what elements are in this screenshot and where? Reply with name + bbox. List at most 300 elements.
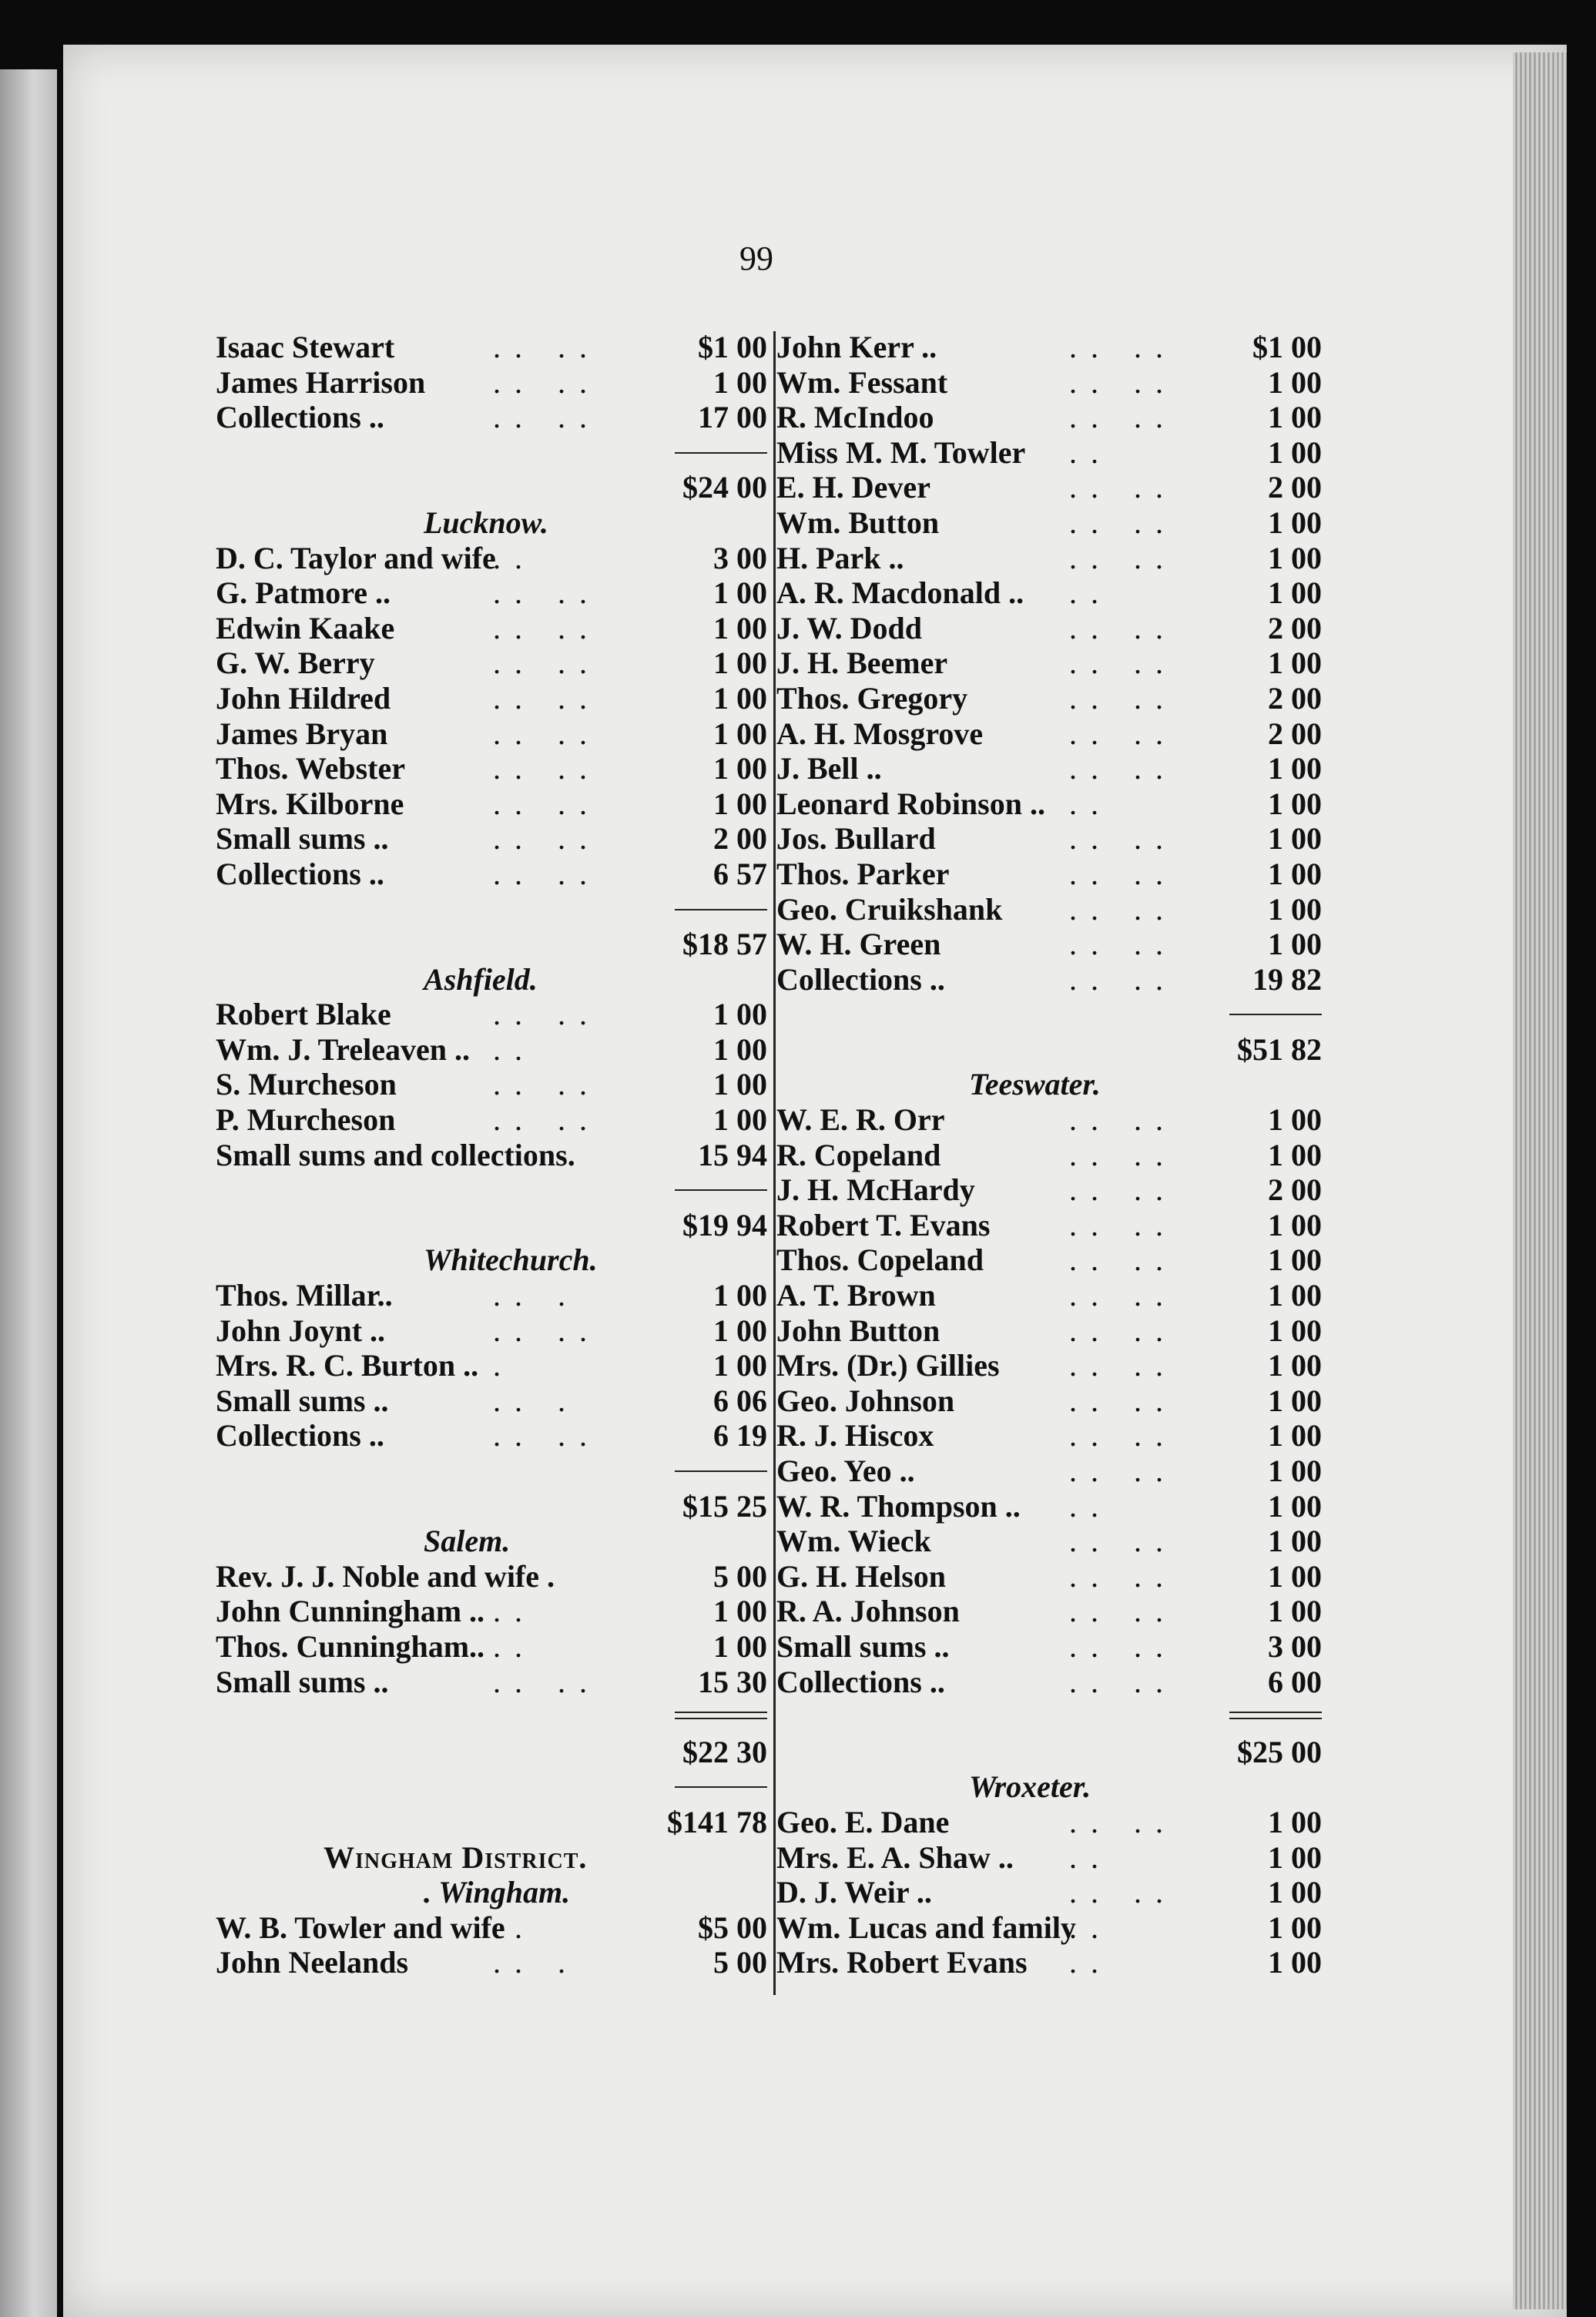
total-amount: $18 57: [682, 927, 767, 962]
amount: 1 00: [713, 1278, 767, 1313]
donor-name: Rev. J. J. Noble and wife .: [216, 1558, 555, 1594]
entry-row: [776, 716, 1325, 752]
heading-text: Wroxeter.: [969, 1769, 1091, 1805]
entry-row: [776, 470, 1325, 505]
leader-dots: ..: [1069, 1945, 1112, 1980]
total-amount: $24 00: [682, 470, 767, 505]
donor-name: Collections ..: [216, 856, 384, 891]
entry-row: [216, 786, 770, 822]
entry-row: [776, 857, 1325, 892]
amount: $5 00: [698, 1910, 767, 1945]
leader-dots: .. ..: [1069, 400, 1177, 435]
donor-name: Robert T. Evans: [776, 1207, 991, 1242]
leader-dots: ..: [493, 1910, 536, 1945]
leader-dots: .. ..: [493, 821, 601, 857]
amount: 2 00: [1268, 680, 1322, 716]
donor-name: Miss M. M. Towler: [776, 434, 1026, 470]
entry-row: [216, 1032, 770, 1068]
donor-name: G. H. Helson: [776, 1558, 947, 1594]
donor-name: R. J. Hiscox: [776, 1418, 934, 1454]
leader-dots: .. ..: [1069, 1207, 1177, 1242]
amount: 1 00: [1268, 1524, 1322, 1559]
entry-row: [776, 400, 1325, 435]
donor-name: J. W. Dodd: [776, 610, 922, 645]
donor-name: R. A. Johnson: [776, 1594, 960, 1629]
entry-row: [776, 892, 1325, 927]
leader-dots: .. ..: [493, 330, 601, 364]
right-column: [776, 330, 1325, 1980]
leader-dots: .. ..: [1069, 716, 1177, 751]
leader-dots: .. ..: [1069, 1524, 1177, 1559]
entry-row: [776, 611, 1325, 646]
donor-name: R. McIndoo: [776, 400, 934, 435]
leader-dots: .. ..: [1069, 927, 1177, 962]
donor-name: J. Bell ..: [776, 751, 882, 786]
leader-dots: .. ..: [1069, 680, 1177, 716]
leader-dots: .. ..: [1069, 1628, 1177, 1664]
entry-row: [776, 1665, 1325, 1700]
entry-row: [776, 330, 1325, 365]
donor-name: Thos. Gregory: [776, 680, 968, 716]
amount: 1 00: [1268, 1910, 1322, 1945]
rule-row: [776, 997, 1325, 1032]
page-stack-edges: [1513, 52, 1567, 2309]
total-rule: [1229, 1014, 1322, 1015]
amount: 1 00: [713, 1594, 767, 1629]
rule-row: [216, 1769, 770, 1805]
donor-name: W. E. R. Orr: [776, 1102, 945, 1138]
amount: 1 00: [1268, 1875, 1322, 1910]
total-rule: [675, 909, 767, 910]
total-rule: [675, 1786, 767, 1788]
donor-name: G. Patmore ..: [216, 575, 391, 611]
amount: 15 94: [698, 1137, 767, 1172]
donor-name: Mrs. Robert Evans: [776, 1945, 1028, 1980]
donor-name: Small sums ..: [216, 1383, 389, 1418]
entry-row: [776, 1559, 1325, 1594]
leader-dots: .. ..: [1069, 1418, 1177, 1454]
donor-name: W. R. Thompson ..: [776, 1488, 1021, 1524]
entry-row: [216, 400, 770, 435]
entry-row: [776, 435, 1325, 471]
total-row: [216, 927, 770, 962]
leader-dots: ..: [1069, 786, 1112, 821]
donor-name: Jos. Bullard: [776, 821, 936, 857]
entry-row: [216, 1910, 770, 1946]
donor-name: Thos. Cunningham..: [216, 1628, 485, 1664]
donor-name: John Kerr ..: [776, 330, 937, 364]
leader-dots: .. ..: [1069, 1242, 1177, 1278]
entry-row: [216, 575, 770, 611]
entry-row: [216, 1665, 770, 1700]
leader-dots: .. ..: [493, 716, 601, 751]
total-row: [216, 1489, 770, 1524]
entry-row: [776, 365, 1325, 401]
amount: 17 00: [698, 400, 767, 435]
leader-dots: .. .: [493, 1383, 579, 1418]
entry-row: [776, 751, 1325, 786]
amount: 1 00: [1268, 1488, 1322, 1524]
amount: 1 00: [713, 1031, 767, 1067]
donor-name: W. H. Green: [776, 927, 941, 962]
leader-dots: ..: [1069, 1839, 1112, 1875]
total-row: [776, 1032, 1325, 1068]
donor-name: Geo. Johnson: [776, 1383, 955, 1418]
donor-name: John Hildred: [216, 680, 391, 716]
amount: 1 00: [1268, 540, 1322, 575]
section-heading: [216, 1524, 770, 1559]
leader-dots: .. ..: [1069, 1664, 1177, 1699]
double-total-rule: [675, 1712, 767, 1713]
amount: 1 00: [713, 1102, 767, 1138]
leader-dots: .. ..: [493, 364, 601, 400]
entry-row: [776, 786, 1325, 822]
leader-dots: .. ..: [1069, 1454, 1177, 1488]
amount: 1 00: [1268, 891, 1322, 927]
rule-row: [216, 1699, 770, 1735]
donor-name: D. J. Weir ..: [776, 1875, 932, 1910]
amount: 1 00: [1268, 1102, 1322, 1138]
entry-row: [216, 1383, 770, 1419]
entry-row: [776, 645, 1325, 681]
entry-row: [776, 1138, 1325, 1173]
heading-text: . Wingham.: [424, 1875, 571, 1910]
leader-dots: .. ..: [493, 786, 601, 821]
amount: 1 00: [1268, 1348, 1322, 1383]
section-heading: [776, 1067, 1325, 1102]
entry-row: [216, 645, 770, 681]
donor-name: Thos. Webster: [216, 751, 405, 786]
entry-row: [776, 1910, 1325, 1946]
entry-row: [776, 1172, 1325, 1208]
amount: 1 00: [713, 716, 767, 751]
donor-name: D. C. Taylor and wife: [216, 540, 496, 575]
donor-name: Collections ..: [216, 1418, 384, 1454]
amount: 1 00: [1268, 1418, 1322, 1454]
entry-row: [776, 575, 1325, 611]
total-row: [216, 1208, 770, 1243]
amount: 1 00: [1268, 434, 1322, 470]
total-amount: $19 94: [682, 1207, 767, 1242]
entry-row: [776, 681, 1325, 716]
entry-row: [216, 1138, 770, 1173]
amount: 1 00: [713, 786, 767, 821]
entry-row: [776, 1629, 1325, 1665]
donor-name: Leonard Robinson ..: [776, 786, 1045, 821]
column-divider: [773, 331, 776, 1995]
entry-row: [216, 681, 770, 716]
leader-dots: .. ..: [1069, 891, 1177, 927]
leader-dots: .. ..: [1069, 1875, 1177, 1910]
amount: 1 00: [1268, 505, 1322, 540]
donor-name: Geo. E. Dane: [776, 1804, 950, 1839]
amount: 1 00: [713, 1348, 767, 1383]
amount: 1 00: [1268, 645, 1322, 681]
donor-name: Mrs. (Dr.) Gillies: [776, 1348, 1000, 1383]
leader-dots: .. ..: [1069, 330, 1177, 364]
heading-text: Whitechurch.: [424, 1242, 598, 1278]
total-amount: $141 78: [667, 1804, 767, 1839]
entry-row: [776, 1208, 1325, 1243]
rule-row: [216, 435, 770, 471]
entry-row: [216, 611, 770, 646]
leader-dots: .. ..: [1069, 470, 1177, 505]
total-row: [776, 1735, 1325, 1770]
donor-name: Small sums ..: [216, 821, 389, 857]
entry-row: [216, 997, 770, 1032]
donor-name: A. T. Brown: [776, 1278, 936, 1313]
amount: 1 00: [1268, 751, 1322, 786]
leader-dots: .. ..: [1069, 856, 1177, 891]
leader-dots: .. ..: [1069, 1137, 1177, 1172]
amount: 1 00: [713, 1313, 767, 1348]
amount: 1 00: [1268, 927, 1322, 962]
entry-row: [776, 1840, 1325, 1876]
amount: 6 00: [1268, 1664, 1322, 1699]
leader-dots: .. ..: [493, 1067, 601, 1102]
donor-name: R. Copeland: [776, 1137, 941, 1172]
amount: 1 00: [713, 1067, 767, 1102]
double-total-rule: [1229, 1712, 1322, 1713]
leader-dots: .. ..: [1069, 1383, 1177, 1418]
donor-name: Isaac Stewart: [216, 330, 395, 364]
leader-dots: .. ..: [1069, 364, 1177, 400]
amount: 1 00: [1268, 1594, 1322, 1629]
entry-row: [216, 541, 770, 576]
donor-name: Wm. Button: [776, 505, 940, 540]
leader-dots: ..: [1069, 434, 1112, 470]
leader-dots: .. ..: [493, 575, 601, 611]
donor-name: John Neelands: [216, 1945, 409, 1980]
amount: 6 19: [713, 1418, 767, 1454]
amount: 1 00: [713, 1628, 767, 1664]
leader-dots: .. ..: [493, 1313, 601, 1348]
amount: 6 57: [713, 856, 767, 891]
amount: 1 00: [1268, 1137, 1322, 1172]
entry-row: [216, 1418, 770, 1454]
leader-dots: .. ..: [493, 1664, 601, 1699]
entry-row: [776, 541, 1325, 576]
entry-row: [216, 1559, 770, 1594]
donor-name: Small sums ..: [216, 1664, 389, 1699]
entry-row: [216, 751, 770, 786]
donor-name: John Cunningham ..: [216, 1594, 485, 1629]
entry-row: [776, 1102, 1325, 1138]
entry-row: [216, 1348, 770, 1383]
donor-name: Mrs. Kilborne: [216, 786, 404, 821]
heading-text: Teeswater.: [969, 1067, 1101, 1102]
donor-name: Geo. Yeo ..: [776, 1454, 915, 1488]
amount: 1 00: [713, 610, 767, 645]
leader-dots: .. ..: [493, 856, 601, 891]
leader-dots: .. ..: [1069, 821, 1177, 857]
donor-name: Collections ..: [776, 1664, 945, 1699]
leader-dots: .. ..: [1069, 1313, 1177, 1348]
amount: 1 00: [1268, 1383, 1322, 1418]
donor-name: S. Murcheson: [216, 1067, 397, 1102]
donor-name: John Button: [776, 1313, 940, 1348]
total-amount: $51 82: [1237, 1031, 1322, 1067]
total-amount: $25 00: [1237, 1734, 1322, 1769]
leader-dots: .. ..: [1069, 610, 1177, 645]
donor-name: Small sums and collections.: [216, 1137, 575, 1172]
amount: 1 00: [1268, 1454, 1322, 1488]
amount: 2 00: [1268, 1172, 1322, 1208]
amount: 1 00: [1268, 786, 1322, 821]
donor-name: Wm. Lucas and family: [776, 1910, 1076, 1945]
total-amount: $22 30: [682, 1734, 767, 1769]
entry-row: [216, 716, 770, 752]
leader-dots: .. ..: [493, 997, 601, 1032]
amount: 5 00: [713, 1945, 767, 1980]
donor-name: J. H. Beemer: [776, 645, 948, 681]
section-heading: [776, 1769, 1325, 1805]
amount: 1 00: [713, 364, 767, 400]
entry-row: [776, 1348, 1325, 1383]
amount: 15 30: [698, 1664, 767, 1699]
donor-name: Small sums ..: [776, 1628, 950, 1664]
leader-dots: .. ..: [1069, 1804, 1177, 1839]
donor-name: Mrs. E. A. Shaw ..: [776, 1839, 1014, 1875]
amount: 19 82: [1252, 961, 1322, 997]
leader-dots: .. ..: [1069, 1278, 1177, 1313]
leader-dots: .. ..: [493, 610, 601, 645]
donor-name: Wm. J. Treleaven ..: [216, 1031, 470, 1067]
entry-row: [216, 1102, 770, 1138]
rule-row: [216, 1172, 770, 1208]
section-heading: [216, 1242, 770, 1278]
donor-name: John Joynt ..: [216, 1313, 386, 1348]
leader-dots: .. ..: [493, 400, 601, 435]
amount: 1 00: [1268, 400, 1322, 435]
amount: 1 00: [713, 645, 767, 681]
amount: $1 00: [698, 330, 767, 364]
entry-row: [216, 821, 770, 857]
heading-text: Ashfield.: [424, 961, 538, 997]
entry-row: [776, 962, 1325, 998]
amount: 1 00: [713, 575, 767, 611]
donor-name: E. H. Dever: [776, 470, 930, 505]
donor-name: Robert Blake: [216, 997, 391, 1032]
total-rule: [675, 1189, 767, 1191]
donor-name: Wm. Wieck: [776, 1524, 931, 1559]
amount: 1 00: [1268, 1804, 1322, 1839]
amount: 1 00: [713, 997, 767, 1032]
leader-dots: .. ..: [1069, 1558, 1177, 1594]
rule-row: [216, 892, 770, 927]
entry-row: [776, 1418, 1325, 1454]
amount: 1 00: [1268, 856, 1322, 891]
donor-name: H. Park ..: [776, 540, 904, 575]
donor-name: W. B. Towler and wife: [216, 1910, 505, 1945]
donor-name: Collections ..: [216, 400, 384, 435]
amount: 1 00: [713, 751, 767, 786]
leader-dots: ..: [493, 540, 536, 575]
entry-row: [216, 1945, 770, 1980]
donor-name: Thos. Millar..: [216, 1278, 393, 1313]
amount: 1 00: [1268, 1242, 1322, 1278]
amount: 1 00: [1268, 1278, 1322, 1313]
amount: 1 00: [1268, 1558, 1322, 1594]
entry-row: [216, 1278, 770, 1313]
leader-dots: .. ..: [1069, 1102, 1177, 1138]
leader-dots: .. ..: [493, 751, 601, 786]
donor-name: P. Murcheson: [216, 1102, 396, 1138]
amount: 1 00: [1268, 821, 1322, 857]
donor-name: Collections ..: [776, 961, 945, 997]
entry-row: [776, 1594, 1325, 1629]
entry-row: [776, 1524, 1325, 1559]
entry-row: [776, 1454, 1325, 1489]
donor-name: Wm. Fessant: [776, 364, 948, 400]
amount: 1 00: [1268, 364, 1322, 400]
rule-row: [776, 1699, 1325, 1735]
leader-dots: .. .: [493, 1945, 579, 1980]
amount: 2 00: [1268, 716, 1322, 751]
total-amount: $15 25: [682, 1488, 767, 1524]
leader-dots: .. ..: [1069, 1172, 1177, 1208]
leader-dots: .. ..: [1069, 645, 1177, 681]
page-number: 99: [739, 240, 773, 277]
leader-dots: .. ..: [493, 680, 601, 716]
donor-name: J. H. McHardy: [776, 1172, 975, 1208]
amount: 2 00: [1268, 610, 1322, 645]
leader-dots: .. ..: [1069, 1348, 1177, 1383]
district-heading: [216, 1840, 770, 1876]
amount: 1 00: [1268, 1945, 1322, 1980]
entry-row: [776, 927, 1325, 962]
total-row: [216, 1735, 770, 1770]
heading-text: Salem.: [424, 1524, 511, 1559]
amount: 1 00: [1268, 1839, 1322, 1875]
leader-dots: .. ..: [1069, 505, 1177, 540]
entry-row: [216, 1313, 770, 1349]
entry-row: [776, 1805, 1325, 1840]
donor-name: James Bryan: [216, 716, 388, 751]
donor-name: Geo. Cruikshank: [776, 891, 1003, 927]
amount: 6 06: [713, 1383, 767, 1418]
leader-dots: .. ..: [493, 645, 601, 681]
total-rule: [675, 1470, 767, 1472]
donor-name: A. R. Macdonald ..: [776, 575, 1024, 611]
donor-name: Edwin Kaake: [216, 610, 395, 645]
total-rule: [675, 452, 767, 454]
amount: 2 00: [1268, 470, 1322, 505]
donor-name: G. W. Berry: [216, 645, 375, 681]
amount: 2 00: [713, 821, 767, 857]
leader-dots: .. ..: [1069, 961, 1177, 997]
donor-name: Thos. Copeland: [776, 1242, 984, 1278]
leader-dots: .. ..: [1069, 751, 1177, 786]
leader-dots: ..: [493, 1594, 536, 1629]
rule-row: [216, 1454, 770, 1489]
left-column: [216, 330, 770, 1980]
amount: 3 00: [1268, 1628, 1322, 1664]
leader-dots: .. ..: [1069, 1594, 1177, 1629]
entry-row: [216, 365, 770, 401]
entry-row: [216, 1594, 770, 1629]
leader-dots: .. ..: [1069, 540, 1177, 575]
entry-row: [776, 1313, 1325, 1349]
entry-row: [776, 821, 1325, 857]
leader-dots: ..: [1069, 1910, 1112, 1945]
entry-row: [776, 1242, 1325, 1278]
section-heading: [216, 962, 770, 998]
donor-name: A. H. Mosgrove: [776, 716, 984, 751]
donor-name: James Harrison: [216, 364, 426, 400]
total-row: [216, 470, 770, 505]
entry-row: [216, 1629, 770, 1665]
